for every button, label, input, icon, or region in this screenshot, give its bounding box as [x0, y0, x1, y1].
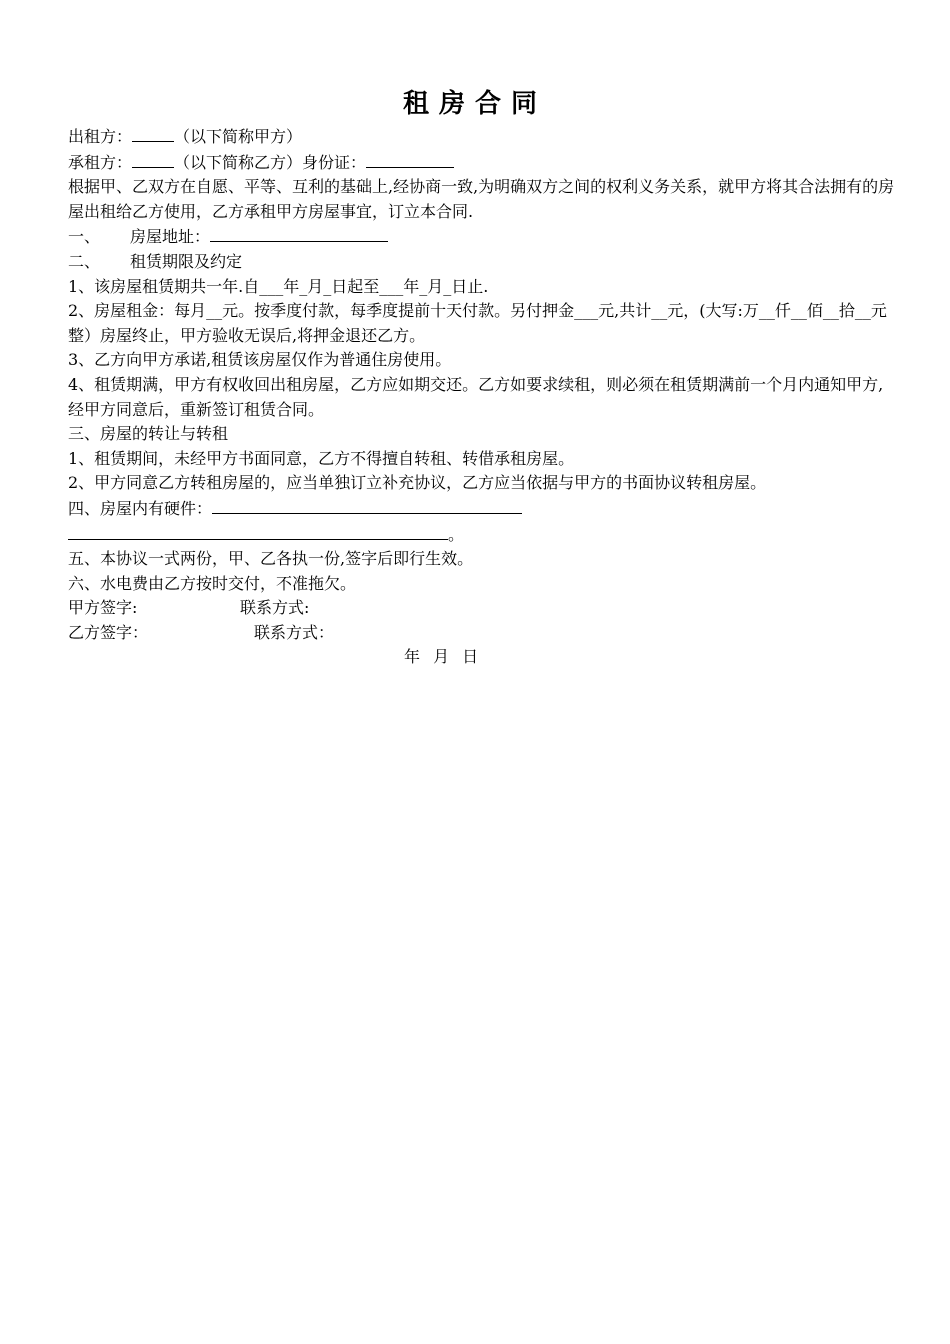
lessor-signature-label: 甲方签字: [68, 598, 138, 618]
section-2-item-3: 3、乙方向甲方承诺,租赁该房屋仅作为普通住房使用。 [68, 350, 452, 370]
section-1-label: 房屋地址： [130, 227, 211, 247]
signature-row-a [68, 596, 898, 621]
section-1-number: 一、 [68, 227, 101, 247]
lessee-name-blank [132, 150, 174, 168]
section-2-label: 租赁期限及约定 [130, 251, 243, 271]
section-2-heading [68, 250, 898, 275]
lessor-line [68, 124, 898, 150]
section-2-item-2: 2、房屋租金：每月__元。按季度付款，每季度提前十天付款。另付押金___元,共计__元，(大写:万__仟__佰__拾__元整）房屋终止，甲方验收无误后,将押金退还乙方。 [68, 301, 887, 345]
hardware-blank-1 [212, 496, 522, 514]
section-4-end: 。 [448, 524, 465, 544]
lessee-contact-label: 联系方式： [254, 622, 335, 642]
lessee-label: 承租方： [68, 152, 133, 172]
address-blank [210, 224, 388, 242]
section-3-item-2: 2、甲方同意乙方转租房屋的，应当单独订立补充协议，乙方应当依据与甲方的书面协议转租房屋。 [68, 473, 767, 493]
section-6: 六、水电费由乙方按时交付，不准拖欠。 [68, 573, 357, 593]
contract-body [68, 124, 898, 670]
section-5: 五、本协议一式两份，甲、乙各执一份,签字后即行生效。 [68, 549, 474, 569]
section-3-item-1: 1、租赁期间，未经甲方书面同意，乙方不得擅自转租、转借承租房屋。 [68, 448, 575, 468]
section-4-continuation [68, 522, 898, 548]
date-line: 年 月 日 [404, 647, 483, 667]
lessee-signature-label: 乙方签字： [68, 622, 149, 642]
section-1-address [68, 224, 898, 250]
section-3-heading: 三、房屋的转让与转租 [68, 424, 229, 444]
section-4-hardware [68, 496, 898, 522]
signature-row-b [68, 621, 898, 646]
lessor-note: （以下简称甲方） [174, 127, 303, 146]
intro-paragraph: 根据甲、乙双方在自愿、平等、互利的基础上,经协商一致,为明确双方之间的权利义务关系，就甲方将其合法拥有的房屋出租给乙方使用，乙方承租甲方房屋事宜，订立本合同. [68, 177, 895, 221]
lessee-line [68, 150, 898, 176]
document-title: 租房合同 [402, 89, 547, 119]
section-2-item-1: 1、该房屋租赁期共一年.自___年_月_日起至___年_月_日止. [68, 276, 489, 296]
lessee-note: （以下简称乙方）身份证： [174, 152, 367, 172]
id-number-blank [366, 150, 454, 168]
section-2-number: 二、 [68, 251, 101, 271]
section-2-item-4: 4、租赁期满，甲方有权收回出租房屋，乙方应如期交还。乙方如要求续租，则必须在租赁期满前一个月内通知甲方,经甲方同意后，重新签订租赁合同。 [68, 374, 884, 419]
lessor-contact-label: 联系方式: [240, 598, 310, 618]
section-4-label: 四、房屋内有硬件： [68, 498, 213, 518]
hardware-blank-2 [68, 522, 448, 540]
lessor-label: 出租方： [68, 127, 133, 146]
lessor-name-blank [132, 124, 174, 142]
